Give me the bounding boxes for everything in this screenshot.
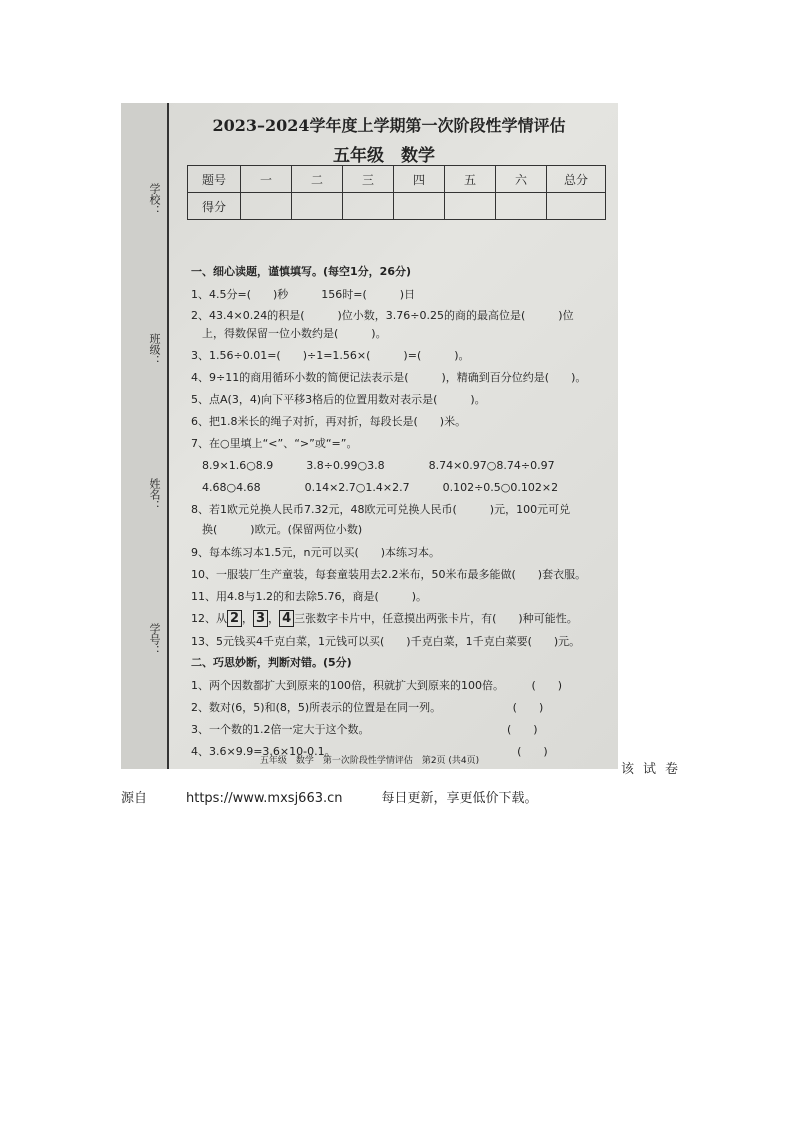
grade-subject: 五年级 数学 (333, 146, 435, 166)
number-card: 4 (279, 610, 294, 627)
name-label: 姓名： (148, 478, 161, 511)
score-cell[interactable] (241, 193, 292, 220)
table-cell: 三 (343, 166, 394, 193)
section-2-heading: 二、巧思妙断，判断对错。(5分) (191, 656, 352, 669)
question-line: 7、在○里填上“<”、“>”或“=”。 (191, 437, 358, 450)
number-card: 2 (227, 610, 242, 627)
table-cell: 六 (496, 166, 547, 193)
number-card: 3 (253, 610, 268, 627)
table-cell: 一 (241, 166, 292, 193)
table-cell: 总分 (547, 166, 606, 193)
question-line: 5、点A(3，4)向下平移3格后的位置用数对表示是( )。 (191, 393, 486, 406)
question-line: 6、把1.8米长的绳子对折，再对折，每段长是( )米。 (191, 415, 467, 428)
table-row (188, 166, 606, 193)
exam-photo (121, 103, 618, 769)
question-line: 12、从 2 ， 3 ， 4 三张数字卡片中，任意摸出两张卡片，有( )种可能性。 (191, 611, 578, 626)
source-note-2: 源自 https://www.mxsj663.cn 每日更新，享更低价下载。 (121, 791, 538, 806)
question-line: 8、若1欧元兑换人民币7.32元，48欧元可兑换人民币( )元，100元可兑 (191, 503, 571, 516)
table-row (188, 193, 606, 220)
question-text: 12、从 (191, 612, 227, 625)
judge-line: 4、3.6×9.9=3.6×10-0.1。 ( ) (191, 745, 548, 758)
id-label: 学号： (148, 623, 161, 656)
question-line: 8.9×1.6○8.9 3.8÷0.99○3.8 8.74×0.97○8.74÷0.97 (191, 459, 555, 472)
class-label: 班级： (148, 333, 161, 366)
question-line: 3、1.56÷0.01=( )÷1=1.56×( )=( )。 (191, 349, 470, 362)
question-line: 10、一服装厂生产童装，每套童装用去2.2米布，50米布最多能做( )套衣服。 (191, 568, 587, 581)
judge-line: 1、两个因数都扩大到原来的100倍，积就扩大到原来的100倍。 ( ) (191, 679, 563, 692)
table-cell: 四 (394, 166, 445, 193)
question-line: 4.6̇8̇○4.68 0.14×2.7○1.4×2.7 0.102÷0.5○0.102×2 (191, 481, 559, 494)
question-line: 9、每本练习本1.5元，n元可以买( )本练习本。 (191, 546, 441, 559)
score-cell[interactable] (547, 193, 606, 220)
question-line: 13、5元钱买4千克白菜，1元钱可以买( )千克白菜，1千克白菜要( )元。 (191, 635, 581, 648)
table-cell: 二 (292, 166, 343, 193)
binding-margin (121, 103, 167, 769)
binding-line (167, 103, 169, 769)
question-line: 2、43.4×0.24的积是( )位小数，3.76÷0.25的商的最高位是( )位 (191, 309, 574, 322)
question-line: 换( )欧元。(保留两位小数) (191, 523, 363, 536)
exam-title: 2023–2024学年度上学期第一次阶段性学情评估 (212, 116, 566, 135)
section-1-heading: 一、细心读题，谨慎填写。(每空1分，26分) (191, 265, 412, 278)
table-cell: 题号 (188, 166, 241, 193)
table-cell: 五 (445, 166, 496, 193)
score-cell[interactable] (445, 193, 496, 220)
page-footer: 五年级 数学 第一次阶段性学情评估 第2页 (共4页) (259, 756, 480, 766)
judge-line: 3、一个数的1.2倍一定大于这个数。 ( ) (191, 723, 538, 736)
source-note-1: 该试卷 (621, 762, 688, 777)
score-cell[interactable] (292, 193, 343, 220)
judge-line: 2、数对(6，5)和(8，5)所表示的位置是在同一列。 ( ) (191, 701, 544, 714)
question-text: 三张数字卡片中，任意摸出两张卡片，有( )种可能性。 (294, 612, 578, 625)
school-label: 学校： (148, 183, 161, 216)
question-line: 1、4.5分=( )秒 156时=( )日 (191, 288, 416, 301)
question-line: 4、9÷11的商用循环小数的简便记法表示是( )，精确到百分位约是( )。 (191, 371, 587, 384)
score-cell[interactable] (394, 193, 445, 220)
score-table (187, 165, 606, 220)
question-line: 11、用4.8与1.2的和去除5.76，商是( )。 (191, 590, 428, 603)
score-cell[interactable] (496, 193, 547, 220)
question-line: 上，得数保留一位小数约是( )。 (191, 327, 387, 340)
score-cell[interactable] (343, 193, 394, 220)
table-cell: 得分 (188, 193, 241, 220)
